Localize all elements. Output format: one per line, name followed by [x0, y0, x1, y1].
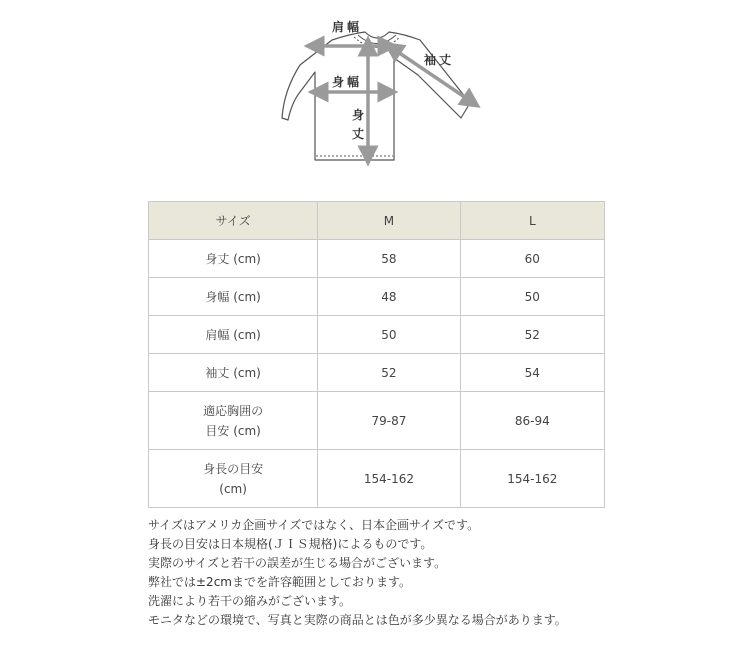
sleeve-length-label: 袖丈: [424, 53, 455, 67]
cell-m: 52: [318, 354, 460, 392]
table-row-sleeve-length: [149, 354, 605, 392]
size-diagram: [270, 10, 490, 170]
cell-m: 154-162: [318, 450, 460, 508]
note-item: 弊社では±2cmまでを許容範囲としております。: [148, 575, 412, 589]
collar-outline: [358, 35, 396, 44]
table-row-height-guide: [149, 450, 605, 508]
table-header-row: [149, 202, 605, 240]
cell-m: 48: [318, 278, 460, 316]
header-size: サイズ: [149, 202, 318, 240]
body-width-label: 身幅: [332, 75, 363, 89]
note-item: 実際のサイズと若干の誤差が生じる場合がございます。: [148, 556, 447, 570]
cell-l: 86-94: [460, 392, 604, 450]
note-item: モニタなどの環境で、写真と実際の商品とは色が多少異なる場合があります。: [148, 613, 567, 627]
header-m: M: [318, 202, 460, 240]
cell-m: 79-87: [318, 392, 460, 450]
note-item: 身長の目安は日本規格(ＪＩＳ規格)によるものです。: [148, 537, 433, 551]
row-label: 袖丈 (cm): [149, 354, 318, 392]
row-label: 身丈 (cm): [149, 240, 318, 278]
cell-m: 58: [318, 240, 460, 278]
cell-l: 50: [460, 278, 604, 316]
table-row-chest-guide: [149, 392, 605, 450]
note-item: 洗濯により若干の縮みがございます。: [148, 594, 352, 608]
row-label: 身長の目安 (cm): [149, 450, 318, 508]
notes-list: [148, 516, 743, 630]
cell-l: 60: [460, 240, 604, 278]
body-length-label-top: 身: [352, 108, 368, 122]
table-row-body-length: [149, 240, 605, 278]
cell-l: 154-162: [460, 450, 604, 508]
body-length-label-bottom: 丈: [352, 127, 368, 141]
shoulder-width-label: 肩幅: [332, 20, 363, 34]
size-table: [148, 201, 605, 508]
row-label: 身幅 (cm): [149, 278, 318, 316]
cell-l: 52: [460, 316, 604, 354]
table-row-body-width: [149, 278, 605, 316]
row-label: 肩幅 (cm): [149, 316, 318, 354]
long-sleeve-shirt-icon: [270, 10, 490, 170]
cell-l: 54: [460, 354, 604, 392]
cell-m: 50: [318, 316, 460, 354]
note-item: サイズはアメリカ企画サイズではなく、日本企画サイズです。: [148, 518, 480, 532]
row-label: 適応胸囲の 目安 (cm): [149, 392, 318, 450]
table-row-shoulder-width: [149, 316, 605, 354]
header-l: L: [460, 202, 604, 240]
